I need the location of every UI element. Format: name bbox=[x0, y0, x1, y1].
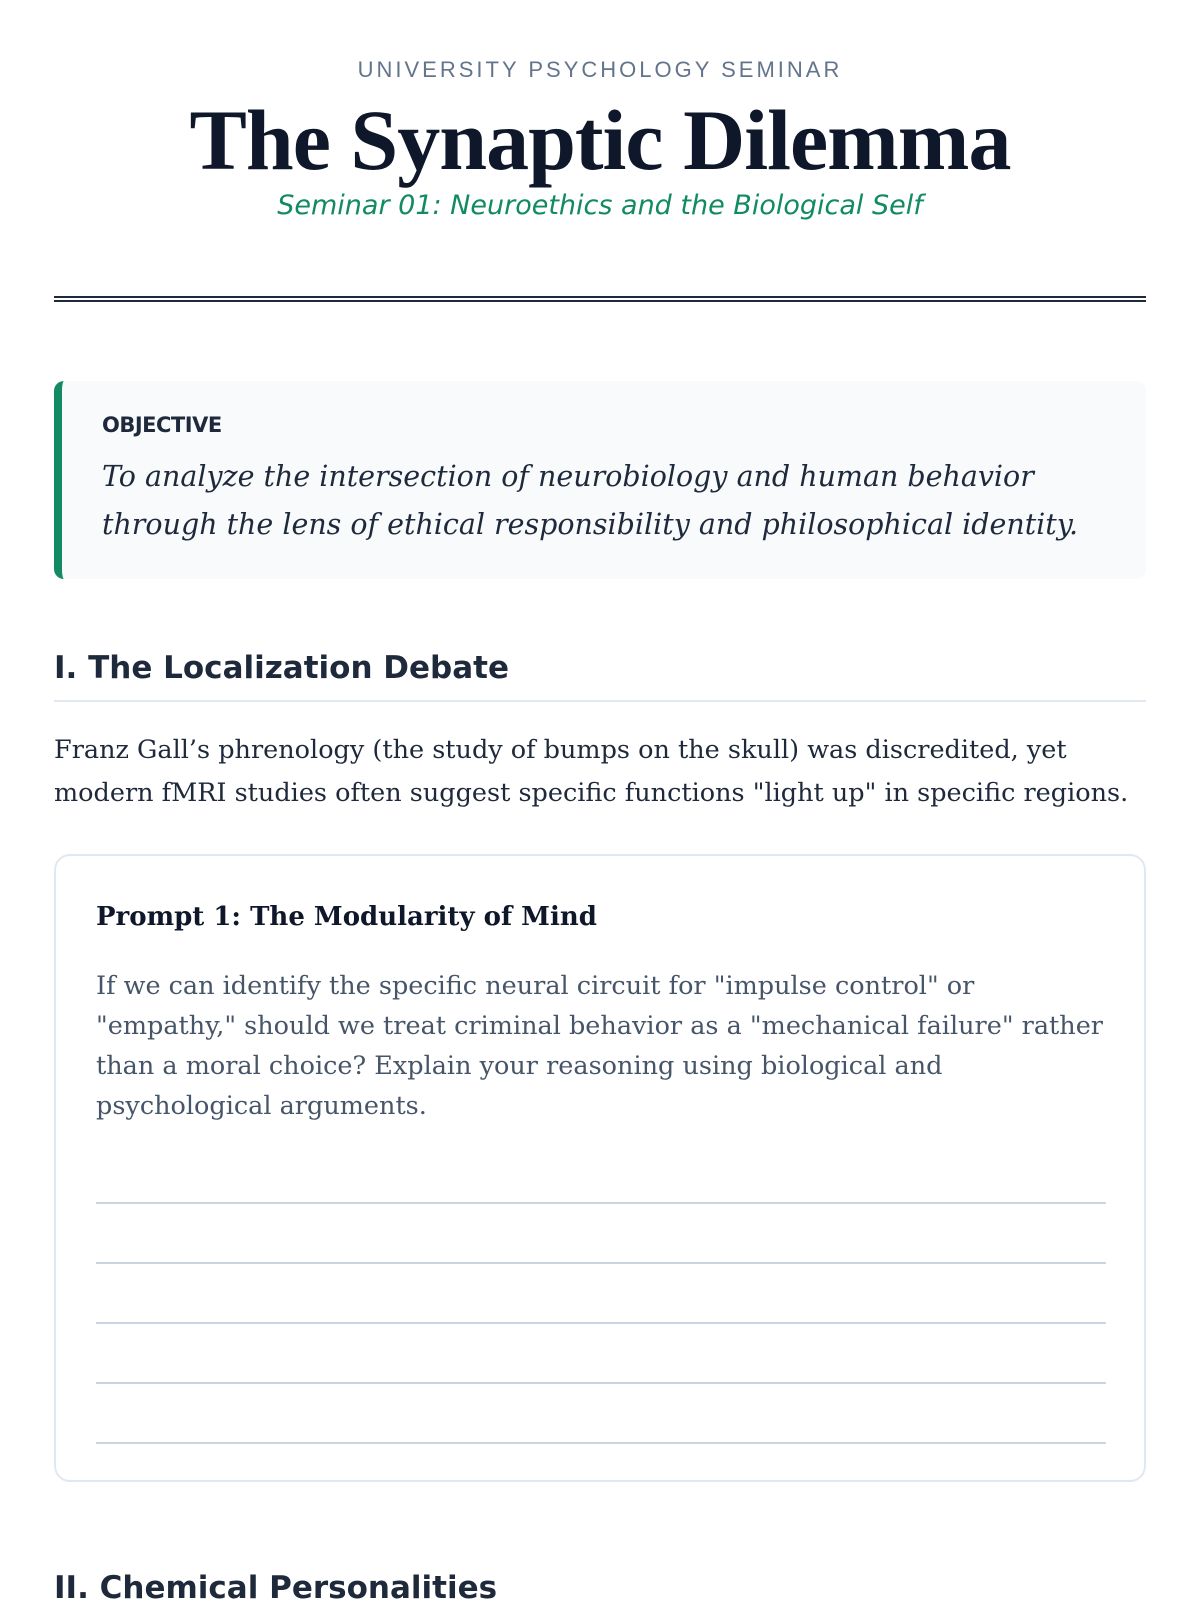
objective-callout bbox=[54, 381, 1146, 579]
answer-line[interactable] bbox=[96, 1322, 1106, 1324]
objective-label: OBJECTIVE bbox=[102, 413, 222, 437]
answer-line[interactable] bbox=[96, 1202, 1106, 1204]
section-heading-localization: I. The Localization Debate bbox=[54, 648, 1146, 702]
prompt-card bbox=[54, 854, 1146, 1482]
header-divider bbox=[54, 296, 1146, 302]
worksheet-page bbox=[54, 0, 1146, 1606]
section-heading-chemical-personalities: II. Chemical Personalities bbox=[54, 1570, 498, 1606]
course-label: UNIVERSITY PSYCHOLOGY SEMINAR bbox=[357, 57, 843, 82]
answer-line[interactable] bbox=[96, 1442, 1106, 1444]
answer-line[interactable] bbox=[96, 1262, 1106, 1264]
document-header bbox=[54, 0, 1146, 224]
prompt-title: Prompt 1: The Modularity of Mind bbox=[96, 902, 597, 932]
prompt-text: If we can identify the specific neural circuit for "impulse control" or "empathy," should we treat criminal behavior as a "mechanical failure" rather than a moral choice? Explain your reasoning using biological and psychological arguments. bbox=[96, 971, 1104, 1121]
page-subtitle: Seminar 01: Neuroethics and the Biological Self bbox=[277, 190, 923, 221]
answer-line[interactable] bbox=[96, 1382, 1106, 1384]
page-title: The Synaptic Dilemma bbox=[189, 92, 1011, 188]
section-intro-text: Franz Gall’s phrenology (the study of bumps on the skull) was discredited, yet modern fMRI studies often suggest specific functions "light up" in specific regions. bbox=[54, 735, 1129, 808]
objective-text: To analyze the intersection of neurobiology and human behavior through the lens of ethical responsibility and philosophical identity. bbox=[102, 460, 1079, 541]
